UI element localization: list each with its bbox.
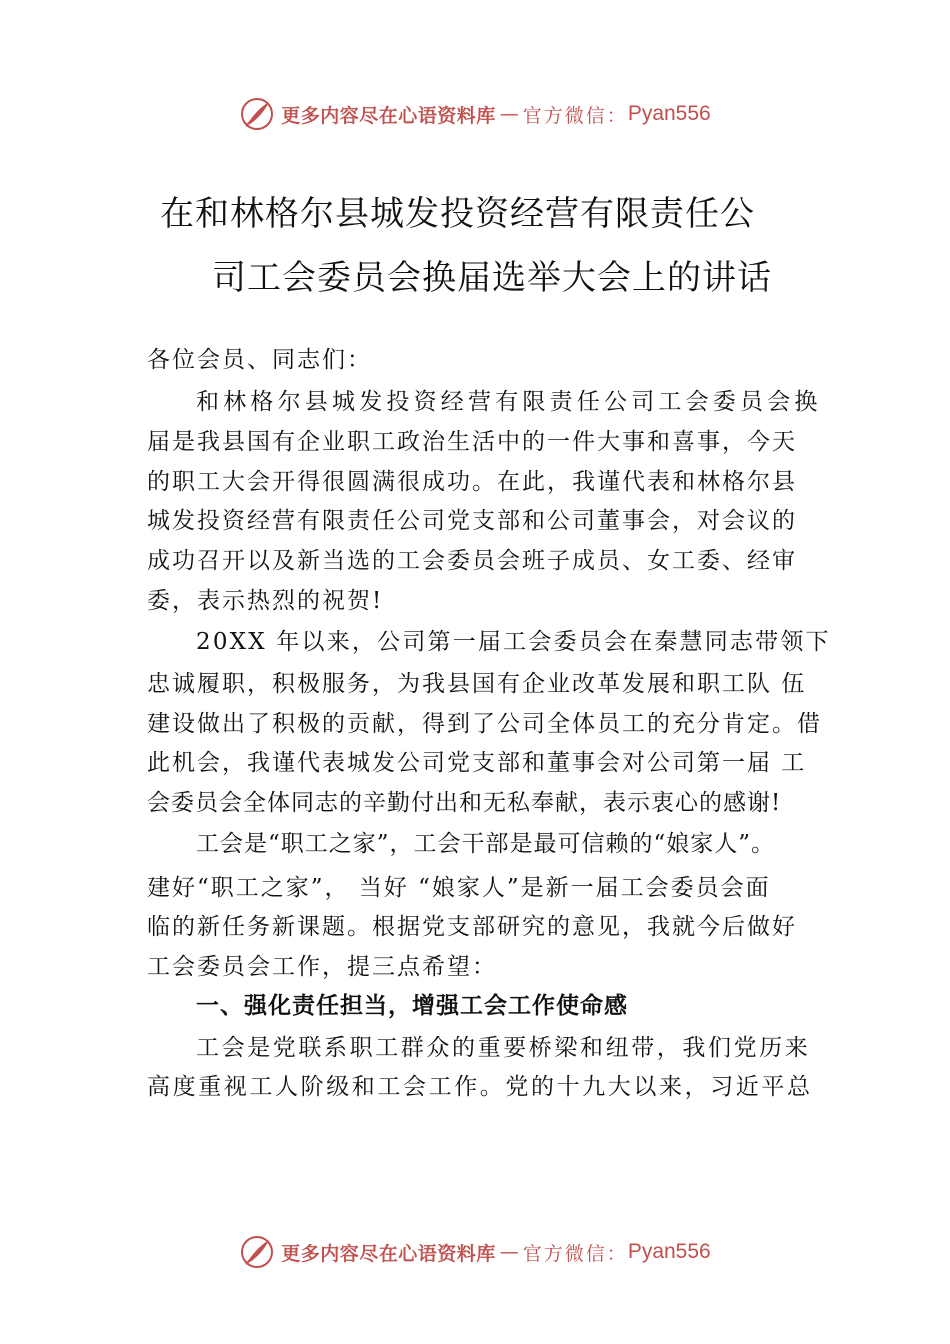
footer-banner — [0, 1232, 950, 1272]
paragraph-line: 建好“职工之家”， 当好 “娘家人”是新一届工会委员会面 — [147, 875, 771, 901]
banner-slogan: 更多内容尽在心语资料库 — [281, 1242, 496, 1265]
section-heading: 一、强化责任担当，增强工会工作使命感 — [196, 993, 628, 1019]
banner-official-label: 官方微信： — [522, 104, 628, 127]
paragraph-line: 高度重视工人阶级和工会工作。党的十九大以来，习近平总 — [147, 1074, 813, 1100]
banner-official-label: 官方微信： — [522, 1242, 628, 1265]
paragraph-line: 20XX 年以来，公司第一届工会委员会在秦慧同志带领下 — [196, 629, 831, 655]
paragraph-line: 建设做出了积极的贡献，得到了公司全体员工的充分肯定。借 — [147, 711, 822, 737]
banner-slogan: 更多内容尽在心语资料库 — [281, 104, 496, 127]
paragraph-line: 会委员会全体同志的辛勤付出和无私奉献，表示衷心的感谢! — [147, 790, 782, 816]
paragraph-line: 工会是“职工之家”，工会干部是最可信赖的“娘家人”。 — [196, 831, 776, 857]
quill-pen-icon — [239, 1234, 275, 1270]
document-title-line-1: 在和林格尔县城发投资经营有限责任公 — [160, 194, 755, 234]
paragraph-line: 忠诚履职，积极服务，为我县国有企业改革发展和职工队 伍 — [147, 671, 807, 697]
quill-pen-icon — [239, 96, 275, 132]
salutation: 各位会员、同志们： — [147, 347, 372, 373]
banner-separator: — — [499, 103, 519, 125]
paragraph-line: 工会是党联系职工群众的重要桥梁和纽带，我们党历来 — [196, 1035, 811, 1061]
banner-wechat-handle: Pyan556 — [627, 102, 711, 125]
banner-separator: — — [499, 1241, 519, 1263]
paragraph-line: 届是我县国有企业职工政治生活中的一件大事和喜事，今天 — [147, 429, 797, 455]
header-banner — [0, 94, 950, 134]
banner-wechat-handle: Pyan556 — [627, 1240, 711, 1263]
paragraph-line: 此机会，我谨代表城发公司党支部和董事会对公司第一届 工 — [147, 750, 807, 776]
paragraph-line: 和林格尔县城发投资经营有限责任公司工会委员会换 — [196, 389, 822, 415]
paragraph-line: 的职工大会开得很圆满很成功。在此，我谨代表和林格尔县 — [147, 469, 797, 495]
paragraph-line: 成功召开以及新当选的工会委员会班子成员、女工委、经审 — [147, 548, 797, 574]
paragraph-line: 工会委员会工作，提三点希望： — [147, 954, 497, 980]
paragraph-line: 临的新任务新课题。根据党支部研究的意见，我就今后做好 — [147, 914, 797, 940]
document-title-line-2: 司工会委员会换届选举大会上的讲话 — [212, 258, 772, 298]
paragraph-line: 城发投资经营有限责任公司党支部和公司董事会，对会议的 — [147, 508, 797, 534]
paragraph-line: 委，表示热烈的祝贺! — [147, 588, 384, 614]
